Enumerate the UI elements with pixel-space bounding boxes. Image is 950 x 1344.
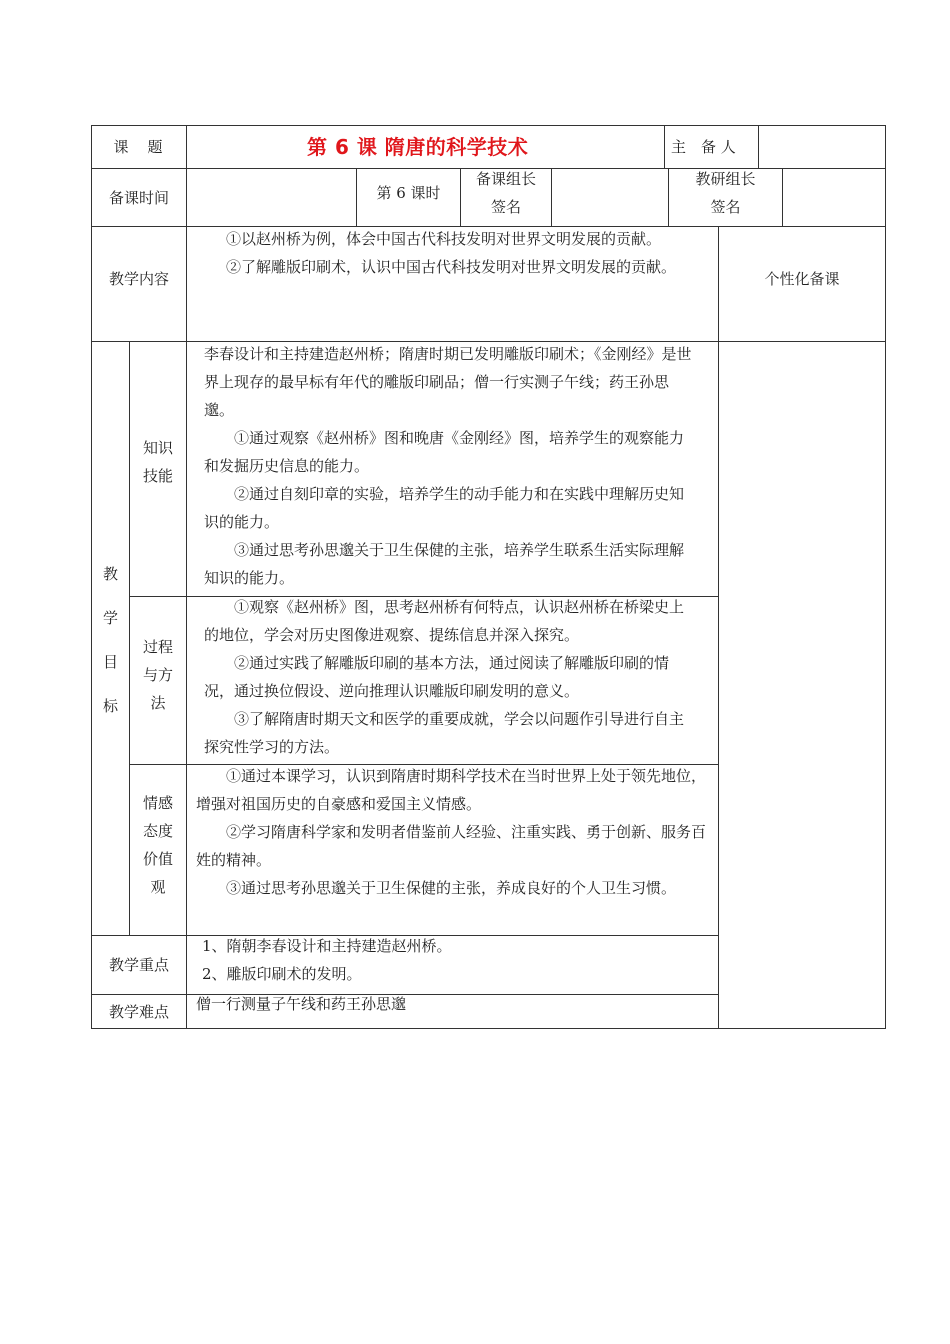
content-item: ①以赵州桥为例，体会中国古代科技发明对世界文明发展的贡献。 [226,230,662,248]
group-leader-sign-value [552,169,668,226]
subject-label: 课 题 [113,138,165,156]
process-item: ③了解隋唐时期天文和医学的重要成就，学会以问题作引导进行自主探究性学习的方法。 [204,710,685,756]
table-border [186,935,187,1029]
knowledge-item: ①通过观察《赵州桥》图和晚唐《金刚经》图，培养学生的观察能力和发掘历史信息的能力。 [204,429,685,475]
process-text [204,593,696,763]
preparer-label: 主 备 人 [671,138,736,156]
process-label: 过程 与方 法 [142,638,173,712]
prep-time-label: 备课时间 [108,188,169,207]
emotion-item: ③通过思考孙思邈关于卫生保健的主张，养成良好的个人卫生习惯。 [226,879,677,897]
content-label: 教学内容 [108,270,169,288]
group-leader-sign-label: 备课组长 签名 [475,170,536,216]
table-border [91,1028,886,1029]
knowledge-item: ③通过思考孙思邈关于卫生保健的主张，培养学生联系生活实际理解知识的能力。 [204,541,685,587]
emotion-label: 情感 态度 价值 观 [142,794,173,896]
table-border [885,125,886,1029]
emotion-text [196,762,710,934]
emotion-item: ①通过本课学习，认识到隋唐时期科学技术在当时世界上处于领先地位，增强对祖国历史的自豪感和爱国主义情感。 [196,767,707,813]
knowledge-intro: 李春设计和主持建造赵州桥；隋唐时期已发明雕版印刷术；《金刚经》是世界上现存的最早标有年代的雕版印刷品；僧一行实测子午线；药王孙思邈。 [204,345,692,419]
difficulty-text: 僧一行测量子午线和药王孙思邈 [196,995,407,1013]
lesson-title: 第 6 课 隋唐的科学技术 [307,135,529,159]
prep-time-value [187,169,356,226]
preparer-value [759,126,885,168]
lesson-hours: 第 6 课时 [376,184,441,202]
key-points-text [202,932,702,992]
goals-label: 教 学 目 标 [102,565,118,715]
research-leader-sign-value [783,169,885,226]
knowledge-text [204,340,696,595]
process-item: ①观察《赵州桥》图，思考赵州桥有何特点，认识赵州桥在桥梁史上的地位，学会对历史图像进观察、提练信息并深入探究。 [204,598,685,644]
content-text [196,225,696,339]
table-border [718,226,719,1029]
difficulty-label: 教学难点 [108,1002,169,1021]
content-item: ②了解雕版印刷术，认识中国古代科技发明对世界文明发展的贡献。 [226,258,677,276]
process-item: ②通过实践了解雕版印刷的基本方法，通过阅读了解雕版印刷的情况，通过换位假设、逆向推理认识雕版印刷发明的意义。 [204,654,670,700]
research-leader-sign-label: 教研组长 签名 [695,170,756,216]
personal-prep-label: 个性化备课 [764,270,840,288]
key-points-label: 教学重点 [108,956,169,974]
table-border [186,341,187,935]
key-point-item: 1、隋朝李春设计和主持建造赵州桥。 [202,937,452,955]
knowledge-item: ②通过自刻印章的实验，培养学生的动手能力和在实践中理解历史知识的能力。 [204,485,685,531]
knowledge-label: 知识 技能 [142,439,173,485]
emotion-item: ②学习隋唐科学家和发明者借鉴前人经验、注重实践、勇于创新、服务百姓的精神。 [196,823,707,869]
key-point-item: 2、雕版印刷术的发明。 [202,965,362,983]
